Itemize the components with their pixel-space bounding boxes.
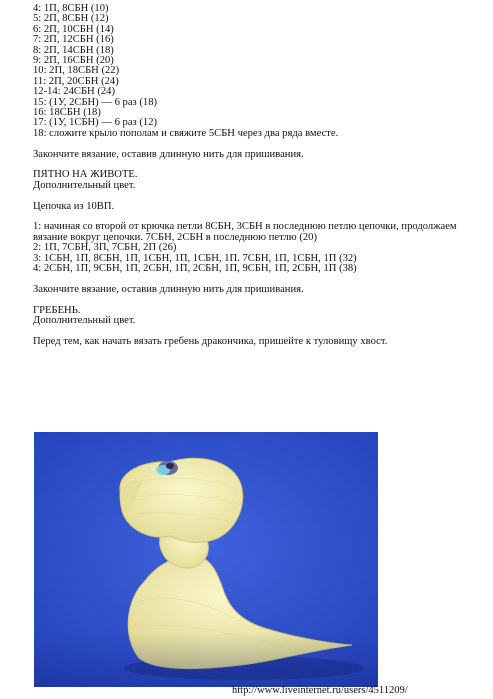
watermark-url: http://www.liveinternet.ru/users/4511209/ (232, 685, 408, 696)
spot-chain: Цепочка из 10ВП. (33, 200, 115, 212)
dragon-photo (34, 432, 378, 687)
row-12-14: 12-14: 24СБН (24) (33, 86, 115, 98)
spot-row-1a: 1: начиная со второй от крючка петли 8СБН, 3СБН в последнюю петлю цепочки, продолжаем (33, 221, 457, 233)
row-18: 18: сложите крыло пополам и свяжите 5СБН через два ряда вместе. (33, 127, 339, 139)
spot-row-3: 3: 1СБН, 1П, 8СБН, 1П, 1СБН, 1П, 1СБН, 1П. 7СБН, 1П, 1СБН, 1П (32) (33, 252, 357, 264)
row-10: 10: 2П, 18СБН (22) (33, 65, 120, 77)
row-7: 7: 2П, 12СБН (16) (33, 34, 114, 46)
spacer (33, 295, 483, 305)
row-15: 15: (1У, 2СБН) — 6 раз (18) (33, 96, 158, 108)
row-6: 6: 2П, 10СБН (14) (33, 23, 114, 35)
bottom-vignette (34, 632, 378, 687)
row-4: 4: 1П, 8СБН (10) (33, 3, 109, 14)
finish-instruction: Закончите вязание, оставив длинную нить для пришивания. (33, 148, 304, 160)
crest-title: ГРЕБЕНЬ. (33, 304, 81, 316)
spot-color: Дополнительный цвет. (33, 179, 136, 191)
crochet-dragon-illustration (34, 432, 378, 687)
row-17: 17: (1У, 1СБН) — 6 раз (12) (33, 117, 158, 129)
spot-title: ПЯТНО НА ЖИВОТЕ. (33, 169, 138, 181)
row-9: 9: 2П, 16СБН (20) (33, 55, 114, 67)
row-5: 5: 2П, 8СБН (12) (33, 13, 109, 25)
spot-row-1b: вязание вокруг цепочки. 7СБН, 2СБН в последнюю петлю (20) (33, 231, 317, 243)
row-11: 11: 2П, 20СБН (24) (33, 75, 119, 87)
spot-row-2: 2: 1П, 7СБН, 3П, 7СБН, 2П (26) (33, 242, 177, 254)
crest-color: Дополнительный цвет. (33, 315, 136, 327)
spot-row-4: 4: 2СБН, 1П, 9СБН, 1П, 2СБН, 1П, 2СБН, 1П, 9СБН, 1П, 2СБН, 1П (38) (33, 263, 357, 275)
eye-pupil (166, 463, 174, 469)
pattern-text (33, 4, 483, 347)
crest-note: Перед тем, как начать вязать гребень дракончика, пришейте к туловищу хвост. (33, 335, 388, 347)
spot-finish: Закончите вязание, оставив длинную нить для пришивания. (33, 283, 304, 295)
row-16: 16: 18СБН (18) (33, 107, 101, 119)
row-8: 8: 2П, 14СБН (18) (33, 44, 114, 56)
